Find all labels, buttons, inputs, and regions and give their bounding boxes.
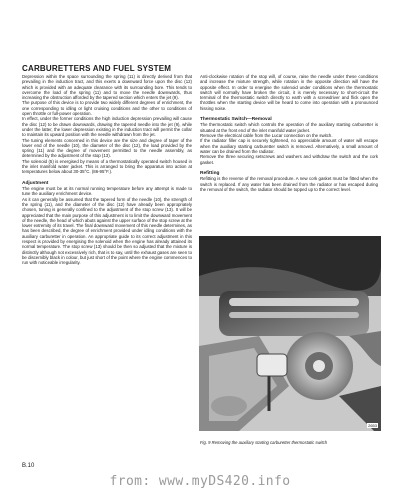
paragraph: If the radiator filler cap is securely tightened, no appreciable amount of water will escape when the auxiliary starting carburetter switch is removed. Alternatively, a small amount of water can be drained from the radiator. [200,138,378,154]
paragraph: The tuning elements concerned in this device are the size and degree of taper of the lower end of the needle (10), the diameter of the disc (12), the load provided by the spring (11) and the degree of movement permitted to the needle assembly, as determined by the adjustment of the stop (13). [22,137,192,159]
page-title: CARBURETTERS AND FUEL SYSTEM [22,64,172,73]
page-number: B.10 [22,463,35,469]
left-column [22,74,192,266]
paragraph: As it can generally be assumed that the tapered form of the needle (10), the strength of the spring (11), and the diameter of the disc (12) have already been appropriately chosen, tuning is generally confined to the adjustment of the stop screw (13). It will be appreciated that the main purpose of this adjustment is to limit the downward movement of the needle, the head of which abuts against the upper surface of the stop screw at the lower extremity of its travel. The final downward movement of this needle determines, as has been described, the degree of enrichment provided under idling conditions with the auxiliary carburetter in operation. An appropriate guide to its correct adjustment in this respect is provided by energising the solenoid when the engine has already attained its normal temperature. The stop screw (13) should be then so adjusted that the mixture is distinctly although not excessively rich, that is to say, until the exhaust gases are seen to be discernibly black in colour, but just short of the point where the engine commences to run with noticeable irregularity. [22,196,192,266]
figure-number: 2653 [368,423,377,428]
paragraph: Depression within the space surrounding the spring (11) is directly derived from that prevailing in the induction tract, and this exerts a downward force upon the disc (12) which is provided with an adequate clearance with its surrounding bore. This tends to overcome the load of the spring (11) and to move the needle downwards, thus increasing the obstruction afforded by the tapered section which enters the jet (9). [22,74,192,101]
figure-caption: Fig. 9 Removing the auxiliary starting carburetter thermostatic switch [200,440,328,445]
section-heading-refitting: Refitting [200,170,220,176]
watermark-url: from: www.myDS420.info [109,474,291,489]
paragraph: The thermostatic switch which controls the operation of the auxiliary starting carburetter is situated at the front end of the inlet manifold water jacket. [200,122,378,133]
paragraph: Remove the three securing setscrews and washers and withdraw the switch and the cork gasket. [200,154,378,165]
engine-photo-illustration [199,236,381,431]
paragraph: The purpose of this device is to provide two widely different degrees of enrichment, the one corresponding to idling or light cruising conditions and the other to conditions of open throttle or full-power operation. [22,100,192,117]
right-column [200,74,378,192]
section-heading-adjustment: Adjustment [22,180,49,186]
paragraph: The engine must be at its normal running temperature before any attempt is made to tune the auxiliary enrichment device. [22,186,192,197]
paragraph: Refitting is the reverse of the removal procedure. A new cork gasket must be fitted when the switch is replaced. If any water has been drained from the radiator or has escaped during the removal of the switch, the radiator should be topped up to the correct level. [200,176,378,192]
engine-photo [199,236,381,431]
paragraph: Anti-clockwise rotation of the stop will, of course, raise the needle under these conditions and increase the mixture strength, while rotation in the opposite direction will have the opposite effect. In order to energise the solenoid under conditions when the thermostatic switch will normally have broken the circuit, it is merely necessary to short-circuit the terminal of the thermostatic switch directly to earth with a screwdriver and flick open the throttles when the starting device will be heard to come into operation with a pronounced hissing noise. [200,74,378,111]
paragraph: In effect, under the former conditions the high induction depression prevailing will cause the disc (12) to be drawn downwards, drawing the tapered needle into the jet (9), while under the latter, the lower depression existing in the induction tract will permit the collar to maintain its upward position with the needle withdrawn from the jet. [22,116,192,138]
paragraph: The solenoid (5) is energised by means of a thermostatically operated switch housed in the inlet manifold water jacket. This is arranged to bring the apparatus into action at temperatures below about 30-35°C. (86-95°F.). [22,158,192,175]
section-heading-thermostatic-switch: Thermostatic Switch—Removal [200,117,272,123]
paragraph: Remove the electrical cable from the Lucar connection on the switch. [200,133,333,139]
